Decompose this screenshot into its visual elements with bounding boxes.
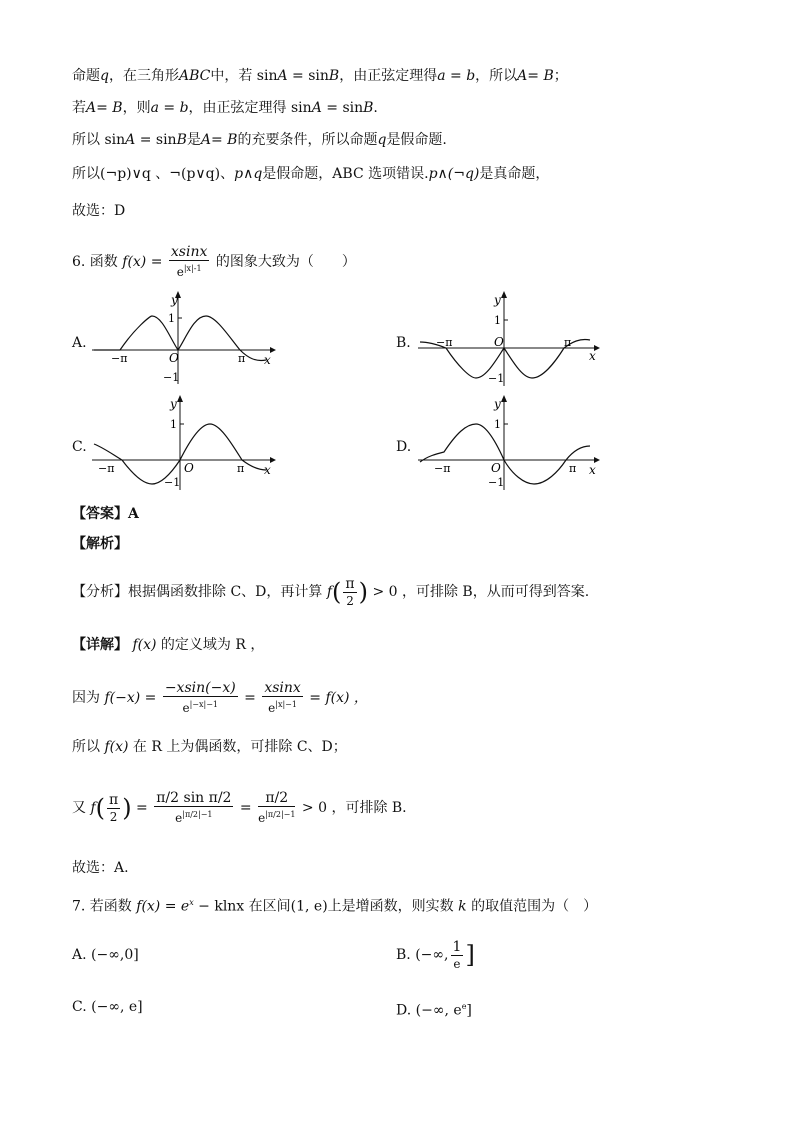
denominator	[258, 807, 295, 826]
origin-label: O	[491, 461, 501, 475]
math-expr: f(x)	[104, 739, 129, 755]
math-expr: f(x)	[132, 637, 157, 653]
base: e	[258, 811, 266, 825]
denominator: 2	[109, 809, 118, 824]
tick-label: π	[237, 462, 245, 475]
text-line-3	[72, 130, 447, 150]
q7-option-b	[396, 935, 475, 975]
question-6-stem	[72, 244, 356, 280]
because-line	[72, 678, 368, 718]
numerator: π	[109, 791, 119, 808]
question-number: 7. 若函数	[72, 898, 132, 915]
text: 若	[72, 100, 86, 116]
numerator: −xsin(−x)	[164, 680, 236, 696]
also-line	[72, 778, 407, 838]
math-var: f	[326, 584, 333, 600]
base: e	[175, 811, 183, 825]
fraction	[262, 680, 302, 716]
tick-label: −1	[488, 372, 505, 385]
math-var: B	[363, 100, 374, 116]
exponent: |x|−1	[275, 700, 297, 709]
fraction	[154, 790, 233, 826]
tick-label: −1	[488, 476, 505, 489]
math-expr: p∧(¬q)	[428, 166, 480, 182]
denominator	[262, 697, 302, 716]
fraction	[258, 790, 295, 826]
text: =	[136, 800, 148, 816]
exponent: |π/2|−1	[182, 810, 213, 819]
math-expr: = f(x) ，	[309, 690, 368, 706]
text-line-2	[72, 98, 378, 118]
numerator: xsinx	[264, 680, 301, 696]
numerator: 1	[452, 938, 462, 955]
curve	[420, 424, 590, 484]
text: 的定义域为 R ，	[160, 637, 265, 653]
math-var: a = b	[437, 68, 476, 84]
option-c-label: C.	[72, 439, 87, 455]
fraction	[343, 576, 356, 609]
tick-label: π	[238, 352, 246, 365]
option-b-label: B.	[396, 335, 411, 351]
graph-b	[414, 288, 604, 388]
graph-d	[414, 392, 604, 492]
math-var: f	[90, 800, 96, 816]
text: ；	[553, 68, 568, 84]
graph-a	[90, 288, 280, 388]
paren: (	[95, 794, 106, 822]
math-expr: f(−x) =	[104, 690, 157, 706]
answer-line: 【答案】A	[72, 506, 139, 522]
text: 【分析】根据偶函数排除 C、D，再计算	[72, 584, 323, 600]
math-var: A= B	[86, 100, 123, 116]
tick-label: π	[569, 462, 577, 475]
tick-label: −1	[163, 371, 180, 384]
text: > 0 ，可排除 B.	[301, 800, 407, 816]
so-line	[72, 737, 347, 757]
text-line-5	[72, 201, 125, 221]
option-label: D.	[396, 1002, 412, 1019]
origin-label: O	[494, 335, 504, 349]
denominator	[154, 807, 233, 826]
option-d-label: D.	[396, 439, 412, 455]
tick-label: −π	[111, 352, 128, 365]
text: ，由正弦定理得	[339, 68, 438, 84]
text: 所以(¬p)∨q 、¬(p∨q)、	[72, 166, 235, 182]
option-label: A.	[72, 947, 87, 963]
text-line-4	[72, 164, 549, 184]
math-var: k	[458, 898, 467, 915]
math-expr: f(x) =	[122, 254, 163, 270]
tick-label: 1	[168, 312, 175, 325]
text: 在 R 上为偶函数，可排除 C、D；	[132, 739, 347, 755]
option-value: (−∞, e	[415, 1002, 462, 1019]
text: ，所以	[475, 68, 518, 84]
x-label: x	[264, 463, 271, 477]
paren: )	[358, 578, 368, 606]
text: 的取值范围为（ ）	[471, 898, 598, 915]
text: > 0 ，可排除 B，从而可得到答案.	[372, 584, 590, 600]
paren: (	[332, 578, 342, 606]
option-value: (−∞,0]	[91, 947, 139, 963]
text: = sin	[135, 132, 177, 148]
paren: )	[122, 794, 132, 822]
text-line-1	[72, 66, 568, 86]
text: − klnx 在区间(1, e)上是增函数，则实数	[193, 898, 454, 915]
fraction	[107, 792, 120, 825]
question-number: 6. 函数	[72, 254, 118, 270]
denominator: e	[453, 956, 461, 971]
choose-line: 故选：A.	[72, 860, 129, 876]
option-a-label: A.	[72, 335, 87, 351]
fraction	[169, 244, 209, 280]
origin-label: O	[184, 461, 194, 475]
option-value: (−∞, e]	[91, 999, 143, 1015]
option-value: (−∞,	[415, 947, 449, 963]
q7-option-d	[396, 997, 472, 1021]
q7-option-c	[72, 997, 143, 1017]
y-arrow-icon	[501, 395, 507, 402]
tick-label: −π	[434, 462, 451, 475]
text: 因为	[72, 690, 100, 706]
option-label: B.	[396, 947, 411, 963]
tick-label: 1	[494, 418, 501, 431]
x-label: x	[589, 349, 596, 363]
tick-label: 1	[494, 314, 501, 327]
denominator	[169, 261, 209, 280]
exponent: x	[189, 898, 194, 907]
question-7-stem	[72, 893, 597, 917]
text: 的图象大致为（ ）	[215, 254, 356, 270]
y-label: y	[494, 293, 501, 307]
math-var: B	[176, 132, 187, 148]
base: e	[182, 701, 190, 715]
text: 是	[186, 132, 201, 148]
origin-label: O	[169, 351, 179, 365]
y-arrow-icon	[177, 395, 183, 402]
text: 是假命题，ABC 选项错误.	[262, 166, 429, 182]
math-var: ABC	[178, 68, 211, 84]
text: 的充要条件，所以命题	[237, 132, 378, 148]
exponent: |x|-1	[183, 264, 202, 273]
x-label: x	[264, 353, 271, 367]
graph-c	[90, 392, 280, 492]
text: 是假命题.	[386, 132, 447, 148]
fraction	[451, 939, 464, 972]
text: =	[244, 690, 256, 706]
numerator: π/2 sin π/2	[156, 790, 232, 806]
text: 命题	[72, 68, 100, 84]
text: = sin	[287, 68, 329, 84]
text: = sin	[321, 100, 364, 116]
y-arrow-icon	[501, 291, 507, 298]
text: 故选：D	[72, 203, 126, 219]
y-label: y	[494, 397, 501, 411]
text: 【详解】	[72, 637, 128, 653]
math-var: a = b	[150, 100, 189, 116]
math-var: A= B	[200, 132, 238, 148]
tick-label: 1	[170, 418, 177, 431]
text: 又	[72, 800, 86, 816]
text: 中，若 sin	[210, 68, 278, 84]
text: 是真命题，	[479, 166, 550, 182]
text: ，由正弦定理得 sin	[188, 100, 312, 116]
analysis-header: 【解析】	[72, 536, 128, 552]
y-label: y	[171, 293, 178, 307]
text: 所以 sin	[72, 132, 126, 148]
exponent: e	[461, 1002, 467, 1011]
base: e	[176, 265, 184, 279]
tick-label: π	[564, 336, 572, 349]
math-var: q	[100, 68, 109, 84]
denominator: 2	[346, 593, 354, 608]
option-label: C.	[72, 999, 87, 1015]
math-expr: p∧q	[234, 166, 263, 182]
tick-label: −π	[436, 336, 453, 349]
text: =	[239, 800, 252, 816]
base: e	[268, 701, 276, 715]
math-expr: f(x) = e	[136, 898, 190, 915]
math-var: B	[328, 68, 340, 84]
text: ，在三角形	[108, 68, 179, 84]
exponent: |−x|−1	[189, 700, 219, 709]
numerator: π	[345, 575, 355, 592]
math-var: A	[311, 100, 322, 116]
numerator: xsinx	[170, 244, 208, 260]
text: 所以	[72, 739, 100, 755]
bracket: ]	[466, 1002, 472, 1019]
x-arrow-icon	[270, 457, 276, 463]
math-var: q	[377, 132, 387, 148]
math-var: A= B	[517, 68, 554, 84]
xiangjie-line	[72, 635, 264, 655]
math-var: A	[277, 68, 288, 84]
denominator	[163, 697, 238, 716]
exponent: |π/2|−1	[265, 810, 296, 819]
fenxi-line	[72, 574, 589, 610]
math-var: A	[125, 132, 136, 148]
fraction	[163, 680, 238, 716]
y-label: y	[170, 397, 177, 411]
text: ，则	[122, 100, 151, 116]
text: .	[373, 100, 378, 116]
bracket: ]	[465, 941, 475, 969]
x-label: x	[589, 463, 596, 477]
tick-label: −1	[164, 476, 181, 489]
tick-label: −π	[98, 462, 115, 475]
x-arrow-icon	[270, 347, 276, 353]
numerator: π/2	[258, 790, 295, 807]
q7-option-a	[72, 945, 139, 965]
